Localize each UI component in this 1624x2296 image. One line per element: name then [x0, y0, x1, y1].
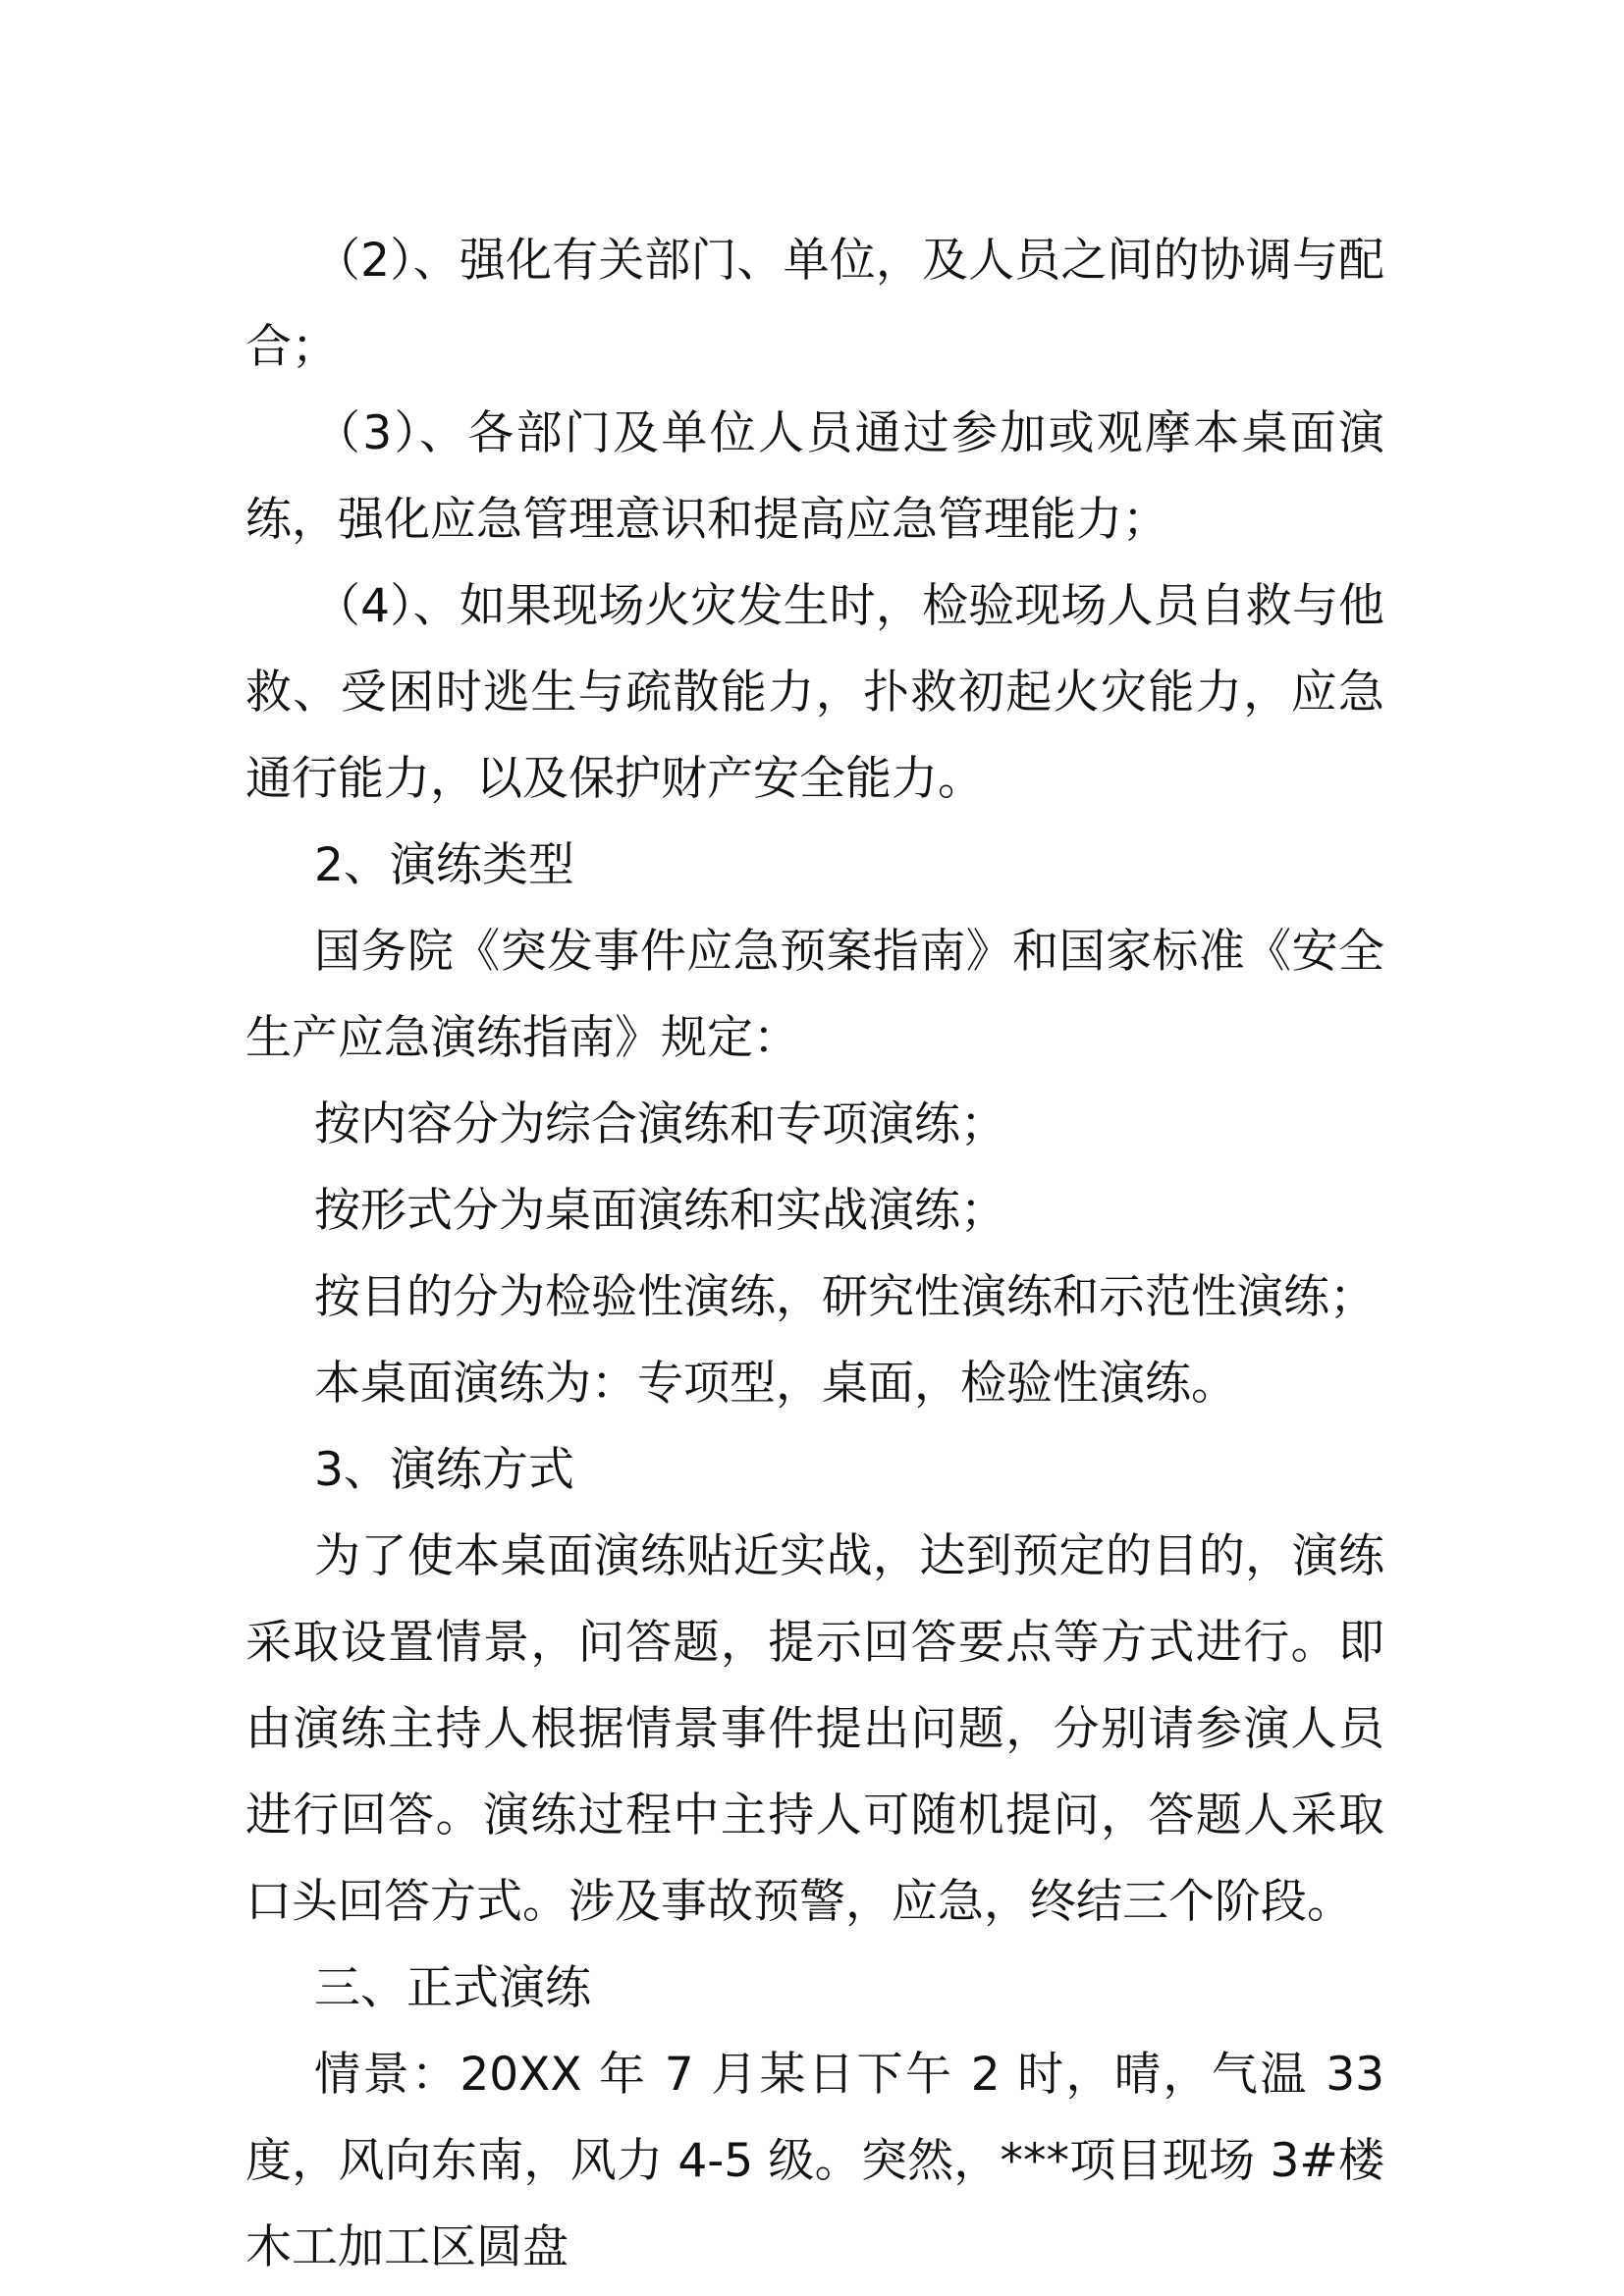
- paragraph-by-form: 按形式分为桌面演练和实战演练；: [314, 1184, 1006, 1238]
- paragraph-objective-3: （3）、各部门及单位人员通过参加或观摩本桌面演练，强化应急管理意识和提高应急管理能力；: [245, 406, 1384, 547]
- section-heading-formal-drill: 三、正式演练: [314, 1961, 591, 2015]
- paragraph-by-content: 按内容分为综合演练和专项演练；: [314, 1097, 1006, 1151]
- paragraph-scenario: 情景：20XX 年 7 月某日下午 2 时，晴，气温 33 度，风向东南，风力 4-5 级。突然，***项目现场 3#楼木工加工区圆盘: [245, 2048, 1384, 2274]
- paragraph-drill-guidelines: 国务院《突发事件应急预案指南》和国家标准《安全生产应急演练指南》规定：: [245, 925, 1384, 1065]
- paragraph-drill-method: 为了使本桌面演练贴近实战，达到预定的目的，演练采取设置情景，问答题，提示回答要点等方式进行。即由演练主持人根据情景事件提出问题，分别请参演人员进行回答。演练过程中主持人可随机提问，答题人采取口头回答方式。涉及事故预警，应急，终结三个阶段。: [245, 1529, 1384, 1929]
- document-body: [245, 218, 1384, 2291]
- paragraph-objective-2: （2）、强化有关部门、单位，及人员之间的协调与配合；: [245, 234, 1384, 374]
- paragraph-this-drill-type: 本桌面演练为：专项型，桌面，检验性演练。: [314, 1357, 1237, 1411]
- section-heading-drill-method: 3、演练方式: [314, 1443, 574, 1497]
- section-heading-drill-type: 2、演练类型: [314, 838, 574, 892]
- paragraph-objective-4: （4）、如果现场火灾发生时，检验现场人员自救与他救、受困时逃生与疏散能力，扑救初起火灾能力，应急通行能力，以及保护财产安全能力。: [245, 579, 1384, 806]
- paragraph-by-purpose: 按目的分为检验性演练，研究性演练和示范性演练；: [314, 1270, 1376, 1324]
